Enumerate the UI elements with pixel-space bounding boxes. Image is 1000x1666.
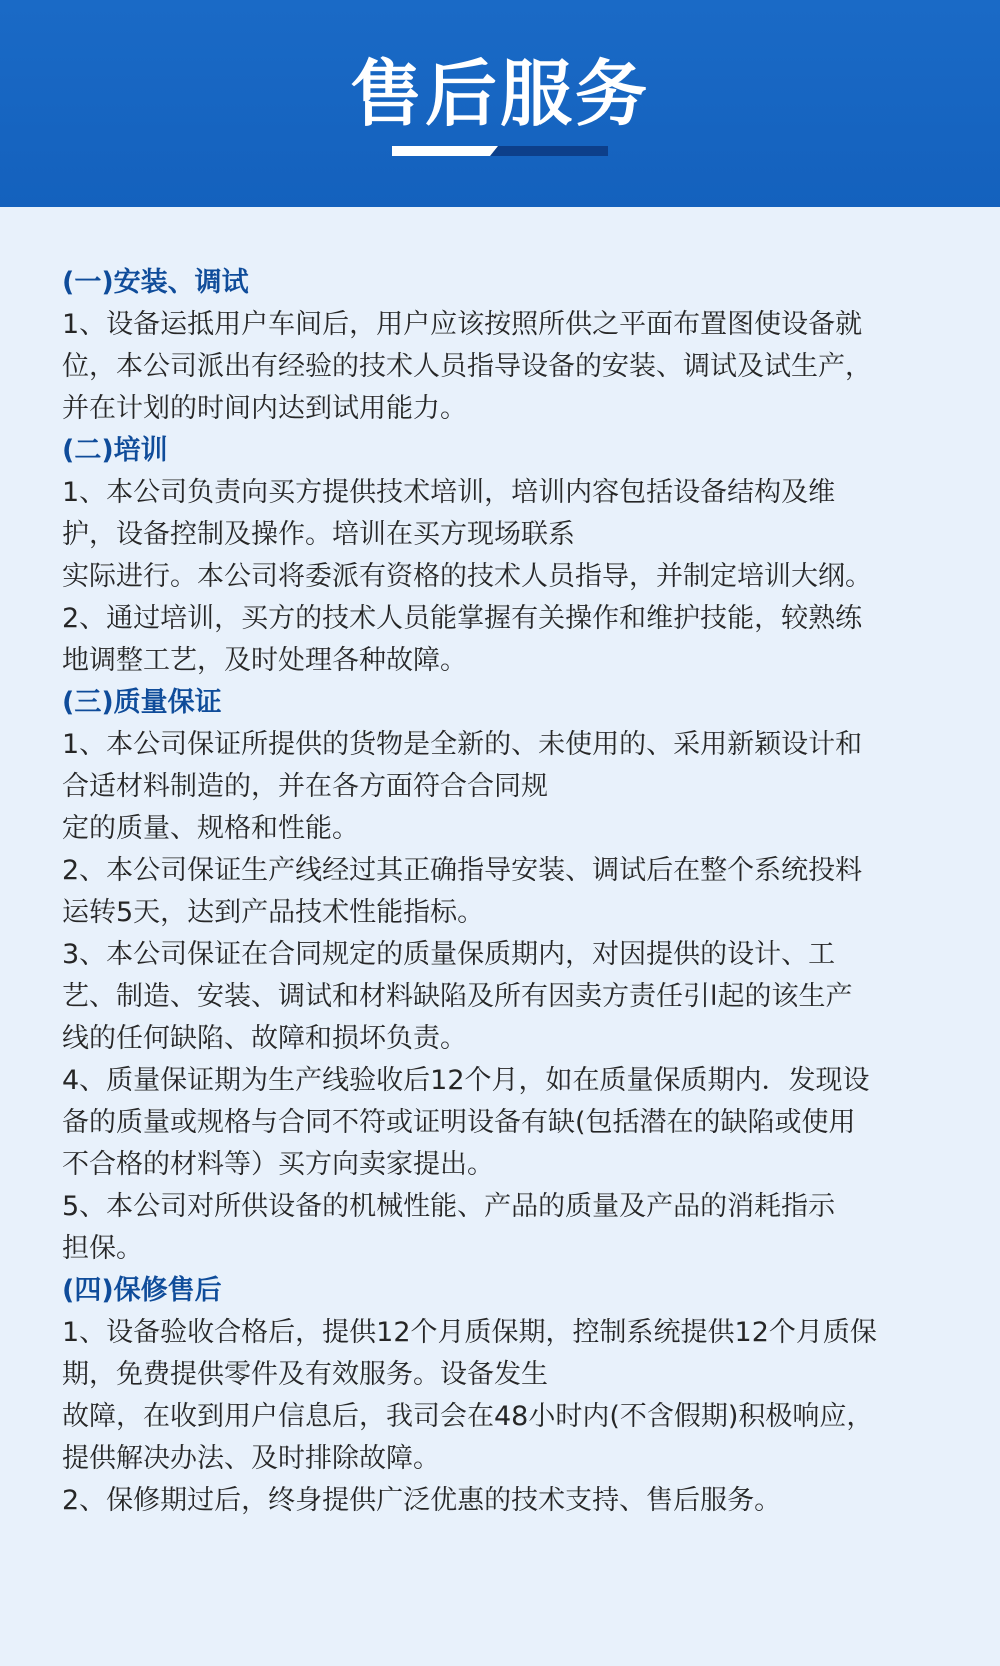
section-paragraph — [62, 472, 942, 598]
section-title: (三)质量保证 — [62, 687, 222, 718]
section-paragraph — [62, 1186, 942, 1270]
section-title: (一)安装、调试 — [62, 267, 249, 298]
section-paragraph — [62, 304, 942, 430]
paragraph-line: 艺、制造、安装、调试和材料缺陷及所有因卖方责任引l起的该生产 — [62, 981, 853, 1012]
header-banner — [0, 0, 1000, 207]
paragraph-line: 4、质量保证期为生产线验收后12个月，如在质量保质期内．发现设 — [62, 1065, 870, 1096]
section-paragraph — [62, 724, 942, 850]
title-underline — [392, 146, 608, 156]
section-title: (四)保修售后 — [62, 1275, 222, 1306]
paragraph-line: 定的质量、规格和性能。 — [62, 813, 359, 844]
section-title: (二)培训 — [62, 435, 168, 466]
underline-white-segment — [392, 146, 498, 156]
paragraph-line: 地调整工艺，及时处理各种故障。 — [62, 645, 467, 676]
paragraph-line: 3、本公司保证在合同规定的质量保质期内，对因提供的设计、工 — [62, 939, 836, 970]
paragraph-line: 1、本公司保证所提供的货物是全新的、未使用的、采用新颖设计和 — [62, 729, 863, 760]
paragraph-line: 故障，在收到用户信息后，我司会在48小时内(不含假期)积极响应， — [62, 1401, 874, 1432]
section-paragraph — [62, 1060, 942, 1186]
service-content — [62, 262, 942, 1522]
paragraph-line: 5、本公司对所供设备的机械性能、产品的质量及产品的消耗指示 — [62, 1191, 836, 1222]
paragraph-line: 担保。 — [62, 1233, 143, 1264]
paragraph-line: 1、设备验收合格后，提供12个月质保期，控制系统提供12个月质保 — [62, 1317, 877, 1348]
paragraph-line: 实际进行。本公司将委派有资格的技术人员指导，并制定培训大纲。 — [62, 561, 872, 592]
paragraph-line: 2、通过培训，买方的技术人员能掌握有关操作和维护技能，较熟练 — [62, 603, 863, 634]
paragraph-line: 护，设备控制及操作。培训在买方现场联系 — [62, 519, 575, 550]
paragraph-line: 1、设备运抵用户车间后，用户应该按照所供之平面布置图使设备就 — [62, 309, 863, 340]
paragraph-line: 线的任何缺陷、故障和损坏负责。 — [62, 1023, 467, 1054]
paragraph-line: 提供解决办法、及时排除故障。 — [62, 1443, 440, 1474]
paragraph-line: 2、本公司保证生产线经过其正确指导安装、调试后在整个系统投料 — [62, 855, 863, 886]
section-paragraph — [62, 850, 942, 934]
underline-dark-segment — [490, 146, 608, 156]
paragraph-line: 1、本公司负责向买方提供技术培训，培训内容包括设备结构及维 — [62, 477, 836, 508]
paragraph-line: 并在计划的时间内达到试用能力。 — [62, 393, 467, 424]
paragraph-line: 位，本公司派出有经验的技术人员指导设备的安装、调试及试生产， — [62, 351, 872, 382]
section-paragraph — [62, 1480, 942, 1522]
paragraph-line: 运转5天，达到产品技术性能指标。 — [62, 897, 485, 928]
paragraph-line: 合适材料制造的，并在各方面符合合同规 — [62, 771, 548, 802]
paragraph-line: 备的质量或规格与合同不符或证明设备有缺(包括潜在的缺陷或使用 — [62, 1107, 856, 1138]
paragraph-line: 2、保修期过后，终身提供广泛优惠的技术支持、售后服务。 — [62, 1485, 782, 1516]
page-title: 售后服务 — [349, 52, 650, 136]
section-paragraph — [62, 1312, 942, 1480]
section-paragraph — [62, 934, 942, 1060]
paragraph-line: 不合格的材料等）买方向卖家提出。 — [62, 1149, 494, 1180]
section-paragraph — [62, 598, 942, 682]
paragraph-line: 期，免费提供零件及有效服务。设备发生 — [62, 1359, 548, 1390]
